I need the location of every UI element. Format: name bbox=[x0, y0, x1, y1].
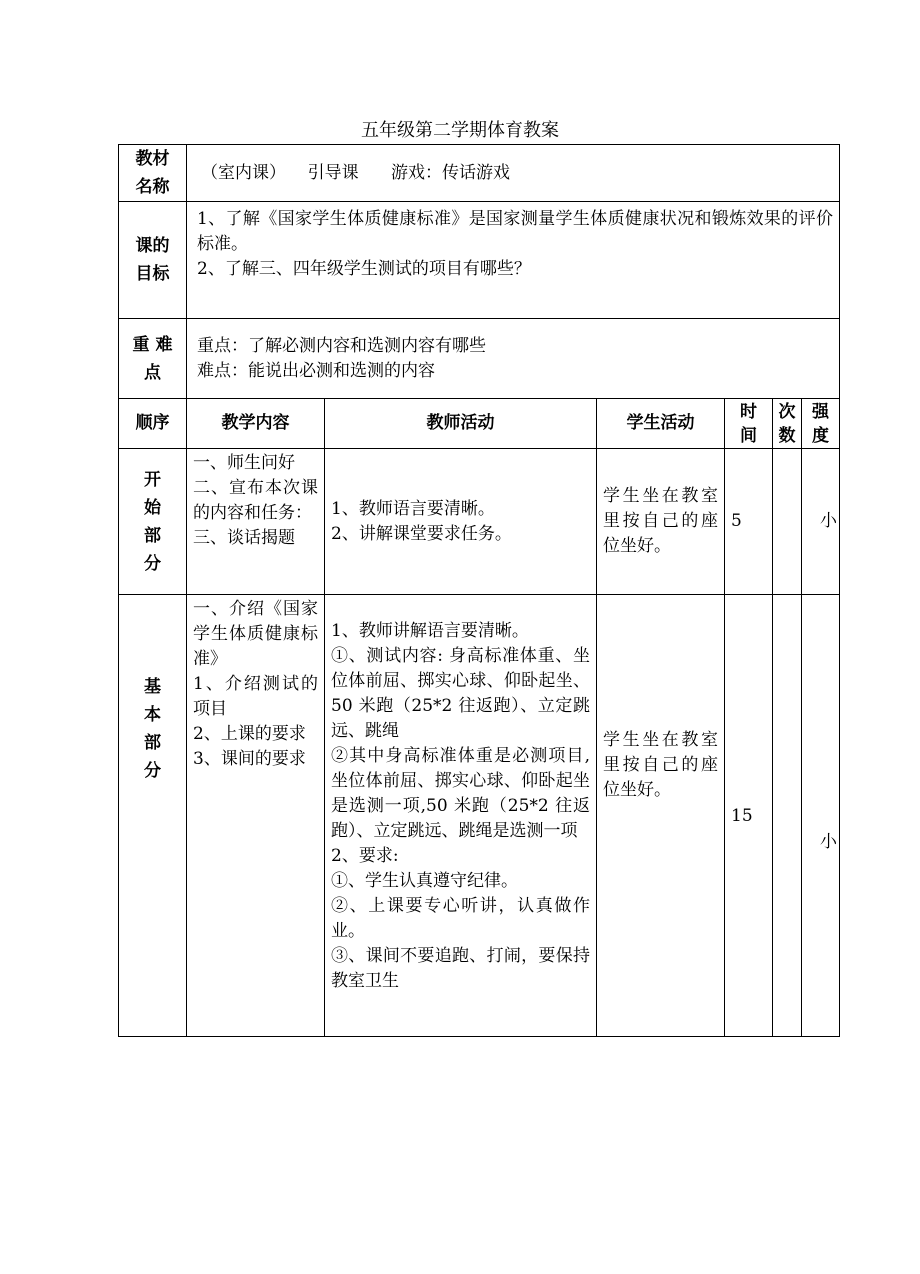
column-header-row bbox=[119, 399, 840, 449]
section-teacher-basic: 1、教师讲解语言要清晰。 ①、测试内容: 身高标准体重、坐位体前屈、掷实心球、仰卧起坐、50 米跑（25*2 往返跑）、立定跳远、跳绳 ②其中身高标准体重是必测项目,坐位体前屈、掷实心球、仰卧起坐是选测一项,50 米跑（25*2 往返跑）、立定跳远、跳绳是选测一项 2、要求: ①、学生认真遵守纪律。 ②、上课要专心听讲，认真做作业。 ③、课间不要追跑、打闹，要保持教室卫生 bbox=[325, 595, 597, 1037]
page-title: 五年级第二学期体育教案 bbox=[361, 120, 559, 141]
lesson-plan-table bbox=[118, 144, 840, 1037]
header-order: 顺序 bbox=[119, 399, 187, 449]
section-row-start bbox=[119, 449, 840, 595]
header-count: 次 数 bbox=[773, 399, 802, 449]
section-intensity-basic: 小 bbox=[802, 595, 840, 1037]
objective-content bbox=[187, 202, 840, 319]
keypoint-focus: 重点：了解必测内容和选测内容有哪些 bbox=[197, 335, 486, 356]
material-content: （室内课） 引导课 游戏：传话游戏 bbox=[187, 145, 840, 202]
keypoint-difficulty: 难点：能说出必测和选测的内容 bbox=[197, 360, 435, 381]
material-label: 教材 名称 bbox=[119, 145, 187, 202]
keypoints-content bbox=[187, 319, 840, 399]
section-content-start: 一、师生问好 二、宣布本次课的内容和任务： 三、谈话揭题 bbox=[187, 449, 325, 595]
section-time-basic: 15 bbox=[725, 595, 773, 1037]
section-student-basic: 学生坐在教室里按自己的座位坐好。 bbox=[597, 595, 725, 1037]
section-count-basic bbox=[773, 595, 802, 1037]
objective-label: 课的 目标 bbox=[119, 202, 187, 319]
material-row bbox=[119, 145, 840, 202]
header-content: 教学内容 bbox=[187, 399, 325, 449]
section-row-basic bbox=[119, 595, 840, 1037]
section-intensity-start: 小 bbox=[802, 449, 840, 595]
header-intensity: 强 度 bbox=[802, 399, 840, 449]
header-student: 学生活动 bbox=[597, 399, 725, 449]
objective-row bbox=[119, 202, 840, 319]
section-count-start bbox=[773, 449, 802, 595]
section-name-start: 开 始 部 分 bbox=[119, 449, 187, 595]
objective-line-1: 1、了解《国家学生体质健康标准》是国家测量学生体质健康状况和锻炼效果的评价标准。 bbox=[197, 209, 834, 254]
section-student-start: 学生坐在教室里按自己的座位坐好。 bbox=[597, 449, 725, 595]
header-time: 时 间 bbox=[725, 399, 773, 449]
header-teacher: 教师活动 bbox=[325, 399, 597, 449]
section-content-basic: 一、介绍《国家学生体质健康标准》 1、介绍测试的项目 2、上课的要求 3、课间的要求 bbox=[187, 595, 325, 1037]
section-name-basic: 基 本 部 分 bbox=[119, 595, 187, 1037]
section-time-start: 5 bbox=[725, 449, 773, 595]
objective-line-2: 2、了解三、四年级学生测试的项目有哪些？ bbox=[197, 259, 531, 279]
keypoints-label: 重 难 点 bbox=[119, 319, 187, 399]
keypoints-row bbox=[119, 319, 840, 399]
section-teacher-start: 1、教师语言要清晰。 2、讲解课堂要求任务。 bbox=[325, 449, 597, 595]
